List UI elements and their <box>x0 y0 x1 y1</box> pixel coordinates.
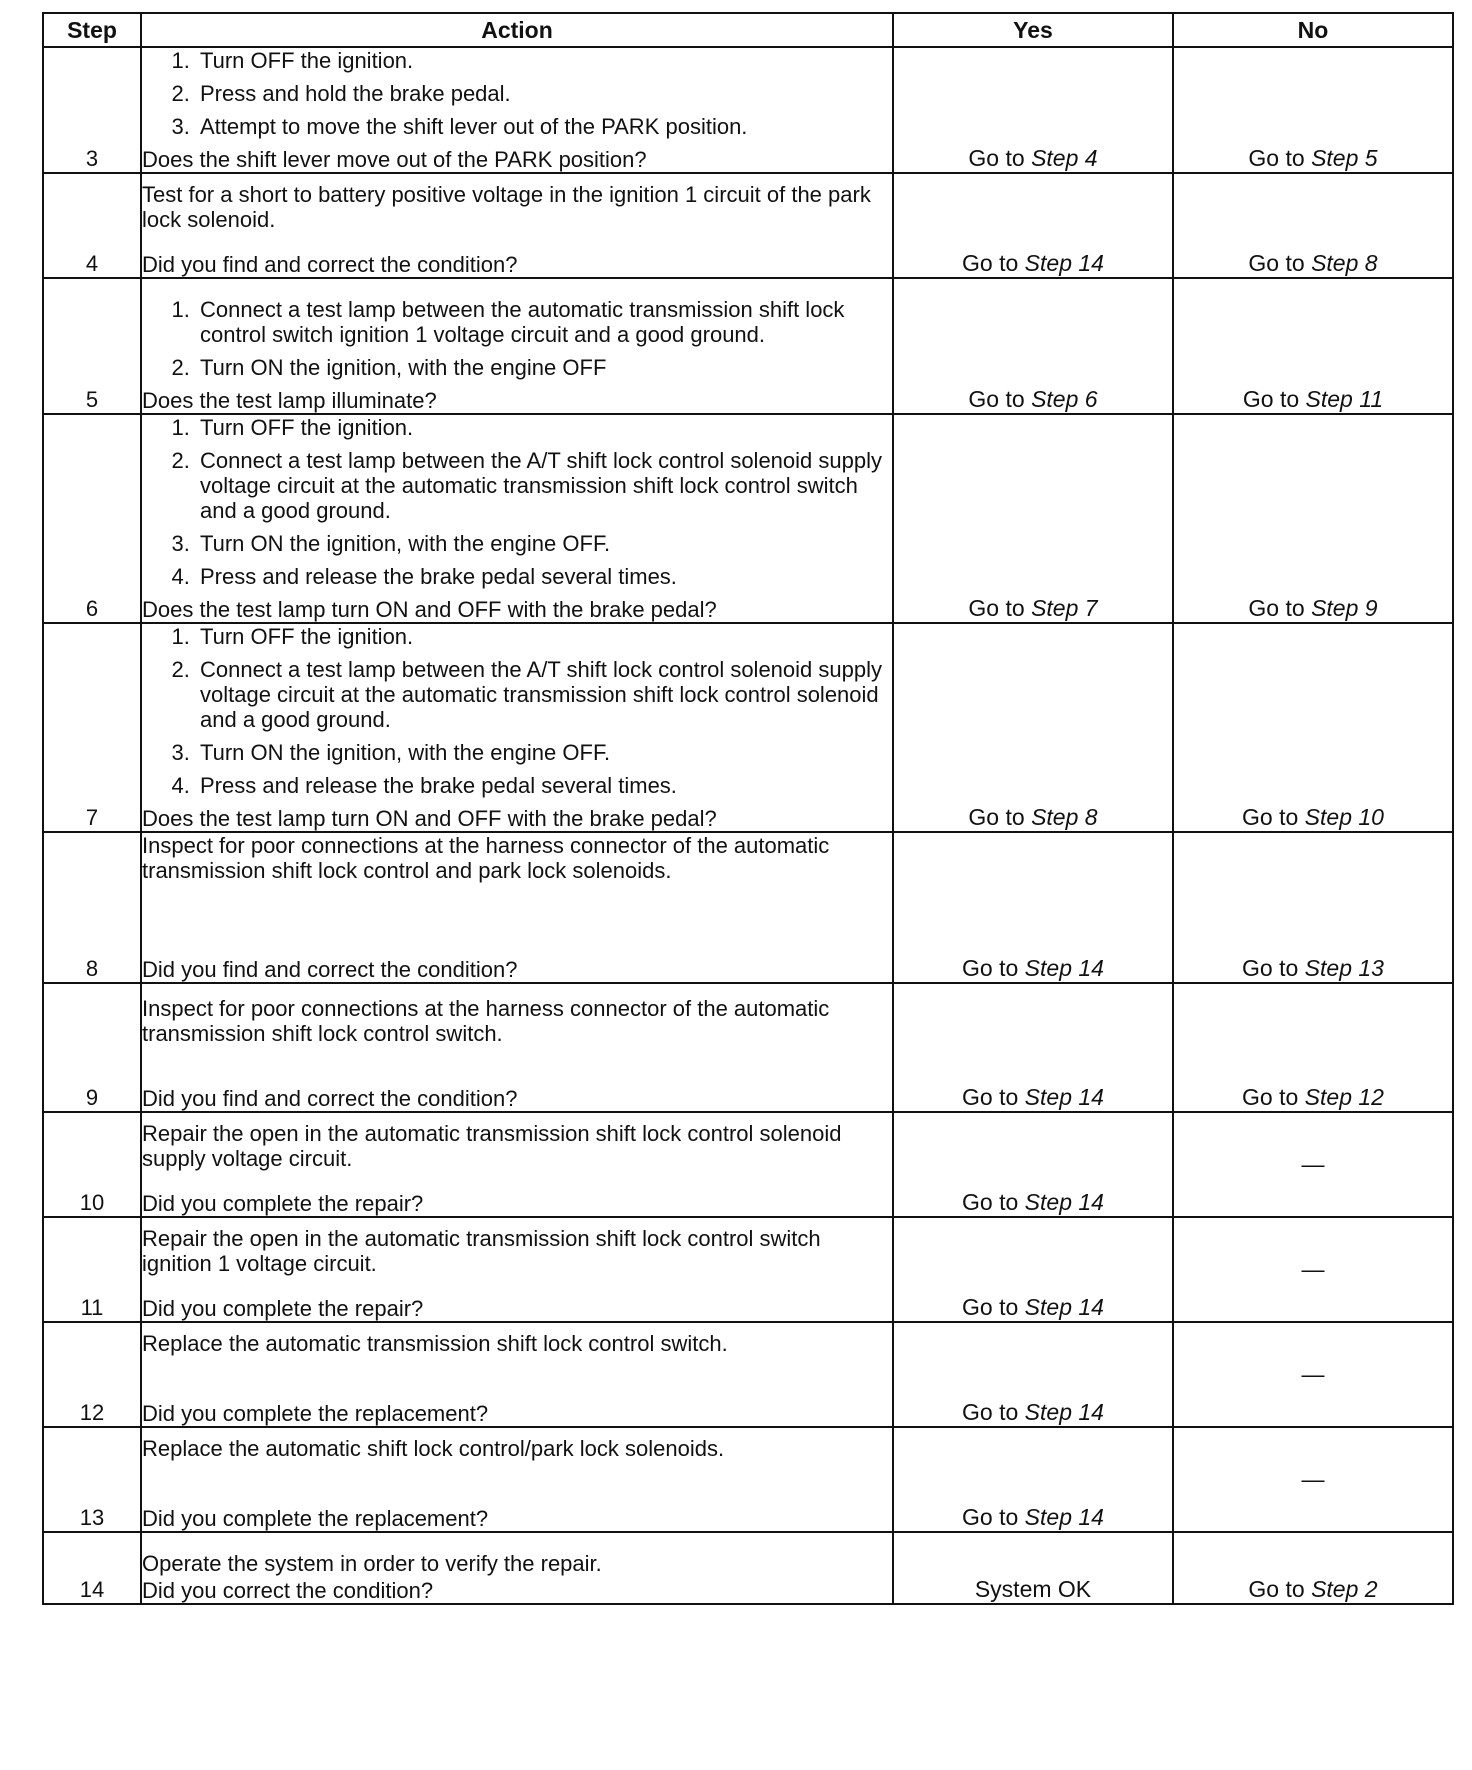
action-cell <box>141 623 893 832</box>
yes-cell <box>893 47 1173 173</box>
step-reference: Step 2 <box>1311 1576 1378 1602</box>
action-text: Operate the system in order to verify the repair. <box>142 1551 602 1576</box>
question-text: Does the test lamp turn ON and OFF with the brake pedal? <box>142 806 717 831</box>
go-to-target <box>1242 955 1384 981</box>
blank-space <box>142 1046 892 1084</box>
question-text: Did you complete the replacement? <box>142 1506 489 1531</box>
diagnostic-table <box>42 12 1454 1605</box>
action-text: Repair the open in the automatic transmission shift lock control solenoid supply voltage circuit. <box>142 1121 842 1171</box>
yes-cell <box>893 1532 1173 1604</box>
question-text: Did you find and correct the condition? <box>142 252 518 277</box>
go-to-prefix: Go to <box>1248 250 1305 276</box>
not-applicable-dash: — <box>1301 1361 1325 1387</box>
action-text: Inspect for poor connections at the harness connector of the automatic transmission shift lock control and park lock solenoids. <box>142 833 830 883</box>
step-reference: Step 14 <box>1024 955 1104 981</box>
no-cell <box>1173 1427 1453 1532</box>
action-cell <box>141 1217 893 1322</box>
blank-space <box>142 1461 892 1504</box>
go-to-target <box>1248 595 1377 621</box>
instruction-item: 2. Press and hold the brake pedal. <box>196 81 892 106</box>
go-to-target <box>962 1189 1104 1215</box>
go-to-target <box>962 1294 1104 1320</box>
step-reference: Step 10 <box>1304 804 1384 830</box>
step-reference: Step 9 <box>1311 595 1378 621</box>
instruction-item: 3. Turn ON the ignition, with the engine OFF. <box>196 531 892 556</box>
go-to-target <box>1248 1576 1377 1602</box>
question-text: Did you complete the replacement? <box>142 1401 489 1426</box>
table-row <box>43 1427 1453 1532</box>
no-cell <box>1173 1322 1453 1427</box>
table-row <box>43 623 1453 832</box>
step-number: 13 <box>43 1427 141 1532</box>
yes-cell <box>893 1427 1173 1532</box>
action-cell <box>141 278 893 414</box>
step-reference: Step 14 <box>1024 1504 1104 1530</box>
no-cell <box>1173 414 1453 623</box>
step-reference: Step 11 <box>1305 386 1384 412</box>
step-number: 11 <box>43 1217 141 1322</box>
instruction-item: 1. Turn OFF the ignition. <box>196 624 892 649</box>
go-to-target <box>1243 386 1383 412</box>
action-cell <box>141 47 893 173</box>
step-reference: Step 7 <box>1031 595 1098 621</box>
instruction-list <box>142 624 892 798</box>
go-to-prefix: Go to <box>962 1189 1019 1215</box>
step-reference: Step 5 <box>1311 145 1378 171</box>
go-to-target <box>968 145 1097 171</box>
step-reference: Step 14 <box>1024 250 1104 276</box>
step-reference: Step 8 <box>1031 804 1098 830</box>
go-to-target <box>968 804 1097 830</box>
go-to-target <box>962 250 1104 276</box>
header-step: Step <box>43 13 141 47</box>
blank-space <box>142 1356 892 1399</box>
yes-cell <box>893 173 1173 278</box>
question-text: Did you complete the repair? <box>142 1296 424 1321</box>
step-reference: Step 13 <box>1304 955 1384 981</box>
question-text: Did you find and correct the condition? <box>142 957 518 982</box>
step-number: 9 <box>43 983 141 1112</box>
step-number: 8 <box>43 832 141 983</box>
step-number: 4 <box>43 173 141 278</box>
question-text: Did you find and correct the condition? <box>142 1086 518 1111</box>
step-reference: Step 6 <box>1031 386 1098 412</box>
question-text: Does the test lamp turn ON and OFF with the brake pedal? <box>142 597 717 622</box>
instruction-item: 1. Turn OFF the ignition. <box>196 48 892 73</box>
go-to-target <box>962 955 1104 981</box>
table-row <box>43 983 1453 1112</box>
no-cell <box>1173 173 1453 278</box>
no-cell <box>1173 1217 1453 1322</box>
yes-cell <box>893 1217 1173 1322</box>
blank-space <box>142 1276 892 1294</box>
go-to-target <box>962 1084 1104 1110</box>
not-applicable-dash: — <box>1301 1466 1325 1492</box>
action-cell <box>141 1532 893 1604</box>
table-row <box>43 1112 1453 1217</box>
action-text: Replace the automatic shift lock control/park lock solenoids. <box>142 1436 725 1461</box>
go-to-prefix: Go to <box>1248 595 1305 621</box>
action-cell <box>141 414 893 623</box>
table-row <box>43 47 1453 173</box>
step-number: 3 <box>43 47 141 173</box>
go-to-prefix: Go to <box>968 145 1025 171</box>
no-cell <box>1173 623 1453 832</box>
action-text: Inspect for poor connections at the harness connector of the automatic transmission shift lock control switch. <box>142 996 830 1046</box>
go-to-target <box>962 1504 1104 1530</box>
step-reference: Step 12 <box>1304 1084 1384 1110</box>
action-cell <box>141 1427 893 1532</box>
go-to-prefix: Go to <box>1248 145 1305 171</box>
no-cell <box>1173 278 1453 414</box>
go-to-prefix: Go to <box>962 1399 1019 1425</box>
go-to-prefix: Go to <box>1242 955 1299 981</box>
no-cell <box>1173 1112 1453 1217</box>
go-to-target <box>968 595 1097 621</box>
go-to-prefix: Go to <box>968 804 1025 830</box>
not-applicable-dash: — <box>1301 1151 1325 1177</box>
step-number: 7 <box>43 623 141 832</box>
action-cell <box>141 983 893 1112</box>
no-cell <box>1173 1532 1453 1604</box>
instruction-item: 2. Turn ON the ignition, with the engine OFF <box>196 355 892 380</box>
instruction-item: 2. Connect a test lamp between the A/T shift lock control solenoid supply voltage circuit at the automatic transmission shift lock control solenoid and a good ground. <box>196 657 892 732</box>
yes-cell <box>893 832 1173 983</box>
no-cell <box>1173 983 1453 1112</box>
action-text: Replace the automatic transmission shift lock control switch. <box>142 1331 728 1356</box>
go-to-prefix: Go to <box>962 250 1019 276</box>
yes-cell <box>893 278 1173 414</box>
header-no: No <box>1173 13 1453 47</box>
go-to-target <box>968 386 1097 412</box>
table-body <box>43 47 1453 1604</box>
instruction-list <box>142 415 892 589</box>
no-cell <box>1173 47 1453 173</box>
table-row <box>43 278 1453 414</box>
go-to-prefix: Go to <box>968 386 1025 412</box>
yes-cell <box>893 414 1173 623</box>
blank-space <box>142 883 892 955</box>
header-yes: Yes <box>893 13 1173 47</box>
blank-space <box>142 1171 892 1189</box>
step-reference: Step 14 <box>1024 1399 1104 1425</box>
yes-cell <box>893 623 1173 832</box>
not-applicable-dash: — <box>1301 1256 1325 1282</box>
step-reference: Step 14 <box>1024 1294 1104 1320</box>
instruction-item: 3. Turn ON the ignition, with the engine OFF. <box>196 740 892 765</box>
action-cell <box>141 173 893 278</box>
result-text: System OK <box>974 1576 1092 1602</box>
go-to-target <box>962 1399 1104 1425</box>
yes-cell <box>893 983 1173 1112</box>
action-text: Test for a short to battery positive voltage in the ignition 1 circuit of the park lock solenoid. <box>142 182 871 232</box>
blank-space <box>142 232 892 250</box>
instruction-item: 2. Connect a test lamp between the A/T shift lock control solenoid supply voltage circuit at the automatic transmission shift lock control switch and a good ground. <box>196 448 892 523</box>
yes-cell <box>893 1322 1173 1427</box>
go-to-prefix: Go to <box>962 955 1019 981</box>
go-to-target <box>1242 1084 1384 1110</box>
table-row <box>43 1322 1453 1427</box>
step-number: 10 <box>43 1112 141 1217</box>
action-cell <box>141 832 893 983</box>
go-to-prefix: Go to <box>1242 1084 1299 1110</box>
instruction-item: 4. Press and release the brake pedal several times. <box>196 773 892 798</box>
step-number: 14 <box>43 1532 141 1604</box>
go-to-prefix: Go to <box>962 1504 1019 1530</box>
step-reference: Step 14 <box>1024 1084 1104 1110</box>
table-row <box>43 1532 1453 1604</box>
action-text: Repair the open in the automatic transmission shift lock control switch ignition 1 voltage circuit. <box>142 1226 821 1276</box>
step-reference: Step 4 <box>1031 145 1098 171</box>
table-row <box>43 414 1453 623</box>
table-row <box>43 173 1453 278</box>
question-text: Did you complete the repair? <box>142 1191 424 1216</box>
step-number: 12 <box>43 1322 141 1427</box>
go-to-prefix: Go to <box>1248 1576 1305 1602</box>
step-number: 6 <box>43 414 141 623</box>
table-row <box>43 1217 1453 1322</box>
question-text: Did you correct the condition? <box>142 1578 434 1603</box>
no-cell <box>1173 832 1453 983</box>
go-to-prefix: Go to <box>962 1084 1019 1110</box>
instruction-list <box>142 297 892 380</box>
instruction-item: 1. Turn OFF the ignition. <box>196 415 892 440</box>
go-to-target <box>1242 804 1384 830</box>
question-text: Does the shift lever move out of the PARK position? <box>142 147 647 172</box>
action-cell <box>141 1322 893 1427</box>
step-number: 5 <box>43 278 141 414</box>
instruction-list <box>142 48 892 139</box>
step-reference: Step 14 <box>1024 1189 1104 1215</box>
header-row <box>43 13 1453 47</box>
step-reference: Step 8 <box>1311 250 1378 276</box>
header-action: Action <box>141 13 893 47</box>
instruction-item: 4. Press and release the brake pedal several times. <box>196 564 892 589</box>
go-to-prefix: Go to <box>1242 386 1300 412</box>
go-to-target <box>1248 250 1377 276</box>
table-row <box>43 832 1453 983</box>
go-to-prefix: Go to <box>962 1294 1019 1320</box>
instruction-item: 3. Attempt to move the shift lever out of the PARK position. <box>196 114 892 139</box>
go-to-prefix: Go to <box>968 595 1025 621</box>
action-cell <box>141 1112 893 1217</box>
go-to-prefix: Go to <box>1242 804 1299 830</box>
question-text: Does the test lamp illuminate? <box>142 388 437 413</box>
go-to-target <box>1248 145 1377 171</box>
instruction-item: 1. Connect a test lamp between the automatic transmission shift lock control switch ignition 1 voltage circuit and a good ground. <box>196 297 892 347</box>
yes-cell <box>893 1112 1173 1217</box>
